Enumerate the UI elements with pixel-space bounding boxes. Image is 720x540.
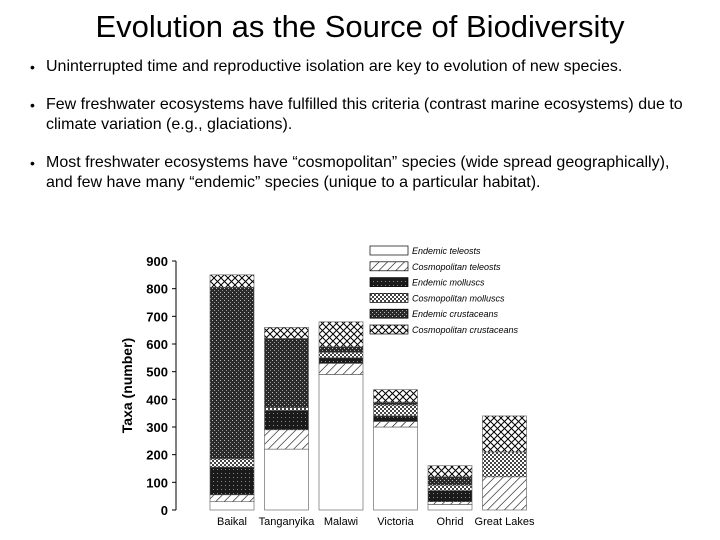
y-tick-label: 300 xyxy=(146,420,168,435)
y-tick-label: 700 xyxy=(146,309,168,325)
legend-swatch xyxy=(370,325,408,334)
legend-label: Cosmopolitan teleosts xyxy=(412,261,501,272)
bar-segment xyxy=(428,466,472,477)
y-tick-label: 900 xyxy=(146,254,168,269)
y-axis-ticks xyxy=(146,254,176,518)
legend-swatch xyxy=(370,246,408,255)
bullet-item xyxy=(30,153,690,193)
bullet-text: Most freshwater ecosystems have “cosmopolitan” species (wide spread geographically), and few have many “endemic” species (unique to a particular habitat). xyxy=(46,154,670,191)
bullet-marker: • xyxy=(30,59,35,75)
legend-label: Cosmopolitan molluscs xyxy=(412,293,505,304)
bar-segment xyxy=(374,416,418,422)
y-tick-label: 800 xyxy=(146,281,168,297)
x-axis-categories xyxy=(217,516,535,528)
bullet-text: Few freshwater ecosystems have fulfilled this criteria (contrast marine ecosystems) due to climate variation (e.g., glaciations). xyxy=(46,96,683,133)
legend-label: Endemic crustaceans xyxy=(412,309,499,320)
y-tick-label: 200 xyxy=(146,447,168,463)
bar-segment xyxy=(374,427,418,510)
bar-segment xyxy=(374,421,418,427)
legend-label: Endemic teleosts xyxy=(412,246,481,256)
bullet-text: Uninterrupted time and reproductive isolation are key to evolution of new species. xyxy=(46,58,623,75)
legend-swatch xyxy=(370,309,408,318)
bar-segment xyxy=(483,452,527,477)
bar-segment xyxy=(210,287,254,459)
x-category-label: Baikal xyxy=(217,516,247,528)
bar-segment xyxy=(265,327,309,338)
bar-segment xyxy=(483,416,527,452)
bar-segment xyxy=(319,322,363,347)
bar-segment xyxy=(210,275,254,287)
bar-segment xyxy=(319,347,363,353)
bar-segment xyxy=(210,467,254,495)
bullet-marker: • xyxy=(30,155,35,171)
bar-segment xyxy=(265,449,309,510)
legend-swatch xyxy=(370,278,408,287)
bar-segment xyxy=(428,477,472,485)
bar-segment xyxy=(428,485,472,491)
bar-segment xyxy=(483,477,527,510)
bar-segment xyxy=(265,430,309,449)
legend-label: Cosmopolitan crustaceans xyxy=(412,325,519,335)
bar-segment xyxy=(374,390,418,402)
bar-segment xyxy=(265,408,309,411)
x-category-label: Malawi xyxy=(323,516,359,528)
bar-segment xyxy=(210,502,254,510)
bar-segment xyxy=(428,502,472,505)
x-category-label: Tanganyika xyxy=(258,516,315,528)
legend-swatch xyxy=(370,293,408,302)
y-tick-label: 0 xyxy=(160,503,168,518)
bar-segment xyxy=(428,504,472,510)
y-tick-label: 600 xyxy=(146,337,168,352)
x-category-label: Great Lakes xyxy=(474,516,535,528)
bar-segment xyxy=(210,459,254,467)
legend-swatch xyxy=(370,262,408,271)
chart-canvas xyxy=(116,236,568,536)
bar-segment xyxy=(428,491,472,502)
legend xyxy=(370,246,519,335)
bar-segment xyxy=(374,405,418,416)
bar-segment xyxy=(319,358,363,364)
bar-segment xyxy=(319,352,363,358)
x-category-label: Ohrid xyxy=(436,516,464,528)
y-tick-label: 500 xyxy=(146,364,168,380)
taxa-stacked-bar-chart xyxy=(116,236,568,536)
y-tick-label: 100 xyxy=(146,475,168,491)
bar-segment xyxy=(210,495,254,502)
x-category-label: Victoria xyxy=(377,516,414,528)
legend-label: Endemic molluscs xyxy=(412,277,485,288)
bullet-marker: • xyxy=(30,97,35,113)
bar-segment xyxy=(374,402,418,405)
page-title: Evolution as the Source of Biodiversity xyxy=(95,9,625,44)
bar-segment xyxy=(319,363,363,374)
y-axis-label: Taxa (number) xyxy=(119,337,135,434)
bar-segment xyxy=(265,338,309,407)
bullet-item xyxy=(30,57,690,77)
bullet-item xyxy=(30,95,690,135)
y-tick-label: 400 xyxy=(146,392,168,408)
bar-segment xyxy=(265,410,309,429)
bullet-list xyxy=(30,57,690,211)
bar-segment xyxy=(319,374,363,510)
